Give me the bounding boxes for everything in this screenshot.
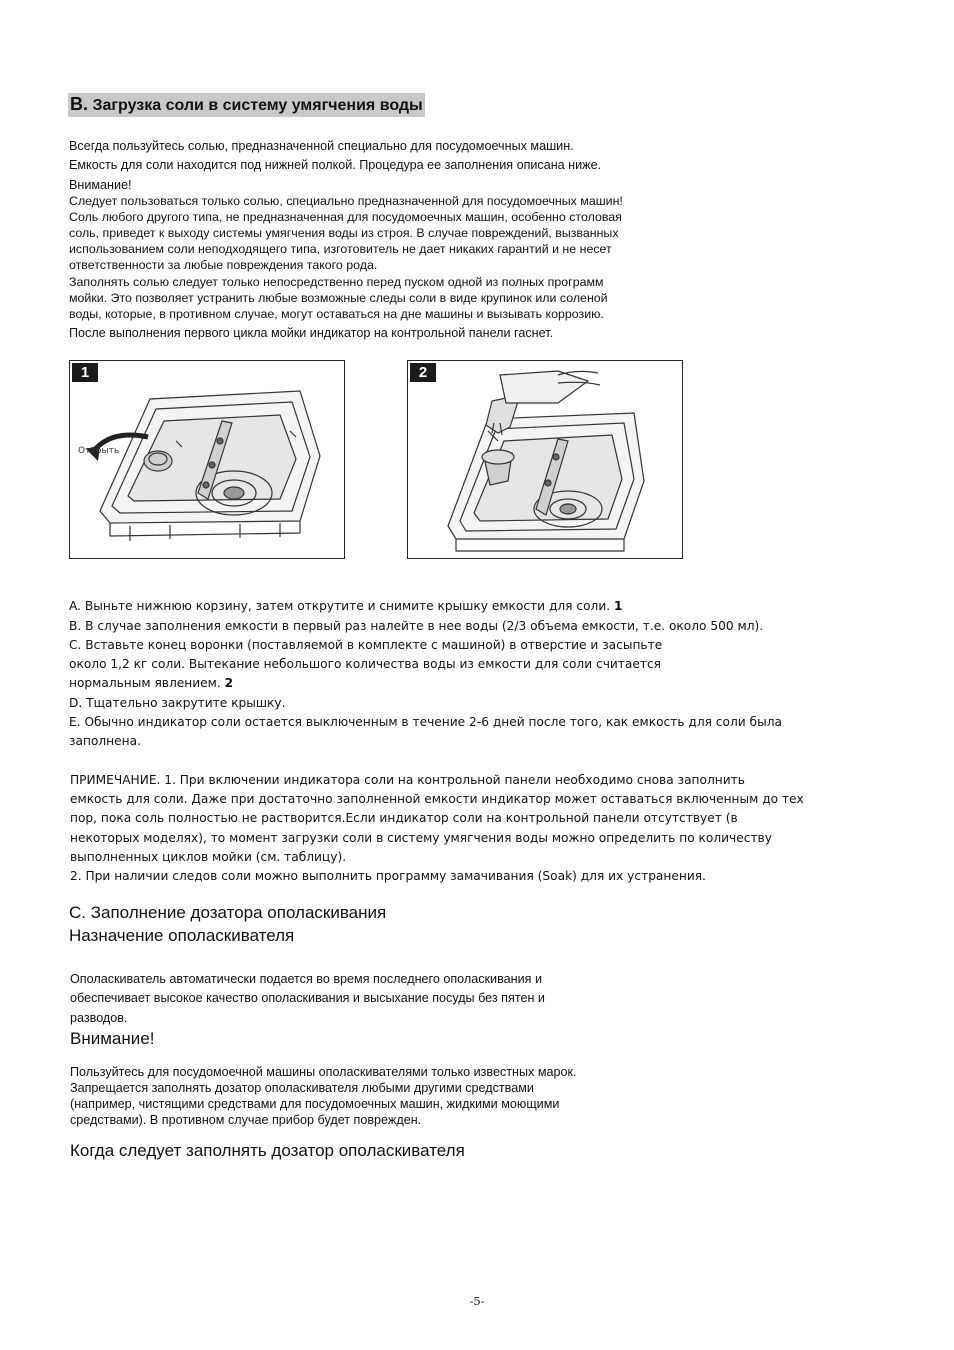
page-number: -5- (469, 1294, 485, 1308)
purpose-line: Ополаскиватель автоматически подается во время последнего ополаскивания и (70, 972, 542, 986)
note-line: 2. При наличии следов соли можно выполнить программу замачивания (Soak) для их устранения. (70, 869, 706, 883)
figure-1 (69, 360, 345, 559)
section-c-title: C. Заполнение дозатора ополаскивания (69, 903, 387, 922)
step-c-line: C. Вставьте конец воронки (поставляемой в комплекте с машиной) в отверстие и засыпьте (69, 638, 663, 652)
warning-line: мойки. Это позволяет устранить любые возможные следы соли в виде крупинок или соленой (69, 291, 608, 305)
intro-line: Емкость для соли находится под нижней полкой. Процедура ее заполнения описана ниже. (69, 158, 602, 172)
note-line: пор, пока соль полностью не растворится.Если индикатор соли на контрольной панели отсутствует (в (70, 811, 738, 825)
when-to-fill-title: Когда следует заполнять дозатор ополаскивателя (70, 1141, 465, 1160)
note-line: выполненных циклов мойки (см. таблицу). (70, 850, 347, 864)
purpose-line: разводов. (70, 1011, 128, 1025)
open-label: Открыть (78, 446, 120, 456)
warning-line: Соль любого другого типа, не предназначенная для посудомоечных машин, особенно столовая (69, 210, 622, 224)
warning-line: Заполнять солью следует только непосредственно перед пуском одной из полных программ (69, 275, 604, 289)
figure-2 (407, 360, 683, 559)
funnel-filling-illustration (408, 361, 682, 558)
step-a-ref: 1 (614, 599, 623, 613)
step-d: D. Тщательно закрутите крышку. (69, 696, 286, 710)
step-c-text: нормальным явлением. (69, 676, 221, 690)
note-line: емкость для соли. Даже при достаточно заполненной емкости индикатор может оставаться включенным до тех (70, 792, 804, 806)
intro-line: Всегда пользуйтесь солью, предназначенной специально для посудомоечных машин. (69, 139, 574, 153)
warning-line: использованием соли неподходящего типа, изготовитель не дает никаких гарантий и не несет (69, 242, 612, 256)
warning-line: ответственности за любые повреждения такого рода. (69, 258, 378, 272)
attention-title: Внимание! (70, 1029, 155, 1048)
section-c-subtitle: Назначение ополаскивателя (69, 926, 295, 945)
purpose-line: обеспечивает высокое качество ополаскивания и высыхание посуды без пятен и (70, 991, 545, 1005)
figure-1-number: 1 (72, 363, 98, 382)
step-c-line (69, 674, 233, 693)
step-a (69, 597, 622, 616)
warning-line: воды, которые, в противном случае, могут оставаться на дне машины и вызывать коррозию. (69, 307, 604, 321)
intro-line: Внимание! (69, 178, 132, 192)
warning-line: соль, приведет к выходу системы умягчения воды из строя. В случае повреждений, вызванных (69, 226, 619, 240)
step-e-line: заполнена. (69, 734, 141, 748)
step-b: B. В случае заполнения емкости в первый раз налейте в нее воды (2/3 объема емкости, т.е. около 500 мл). (69, 619, 764, 633)
dishwasher-tub-illustration (70, 361, 344, 558)
step-c-line: около 1,2 кг соли. Вытекание небольшого количества воды из емкости для соли считается (69, 657, 662, 671)
section-b-heading (68, 93, 425, 117)
attention-line: (например, чистящими средствами для посудомоечных машин, жидкими моющими (70, 1097, 560, 1111)
attention-line: средствами). В противном случае прибор будет поврежден. (70, 1113, 422, 1127)
step-c-ref: 2 (224, 676, 234, 690)
after-cycle-line: После выполнения первого цикла мойки индикатор на контрольной панели гаснет. (69, 326, 554, 340)
attention-line: Запрещается заполнять дозатор ополаскивателя любыми другими средствами (70, 1081, 534, 1095)
section-b-letter: B. (70, 94, 88, 114)
note-line: некоторых моделях), то момент загрузки соли в систему умягчения воды можно определить по количеству (70, 831, 772, 845)
warning-line: Следует пользоваться только солью, специально предназначенной для посудомоечных машин! (69, 194, 623, 208)
attention-line: Пользуйтесь для посудомоечной машины ополаскивателями только известных марок. (70, 1065, 577, 1079)
step-a-text: A. Выньте нижнюю корзину, затем открутите и снимите крышку емкости для соли. (69, 599, 611, 613)
step-e-line: E. Обычно индикатор соли остается выключенным в течение 2-6 дней после того, как емкость для соли была (69, 715, 782, 729)
figure-2-number: 2 (410, 363, 436, 382)
section-b-title: Загрузка соли в систему умягчения воды (92, 97, 423, 114)
note-line: ПРИМЕЧАНИЕ. 1. При включении индикатора соли на контрольной панели необходимо снова заполнить (70, 773, 745, 787)
